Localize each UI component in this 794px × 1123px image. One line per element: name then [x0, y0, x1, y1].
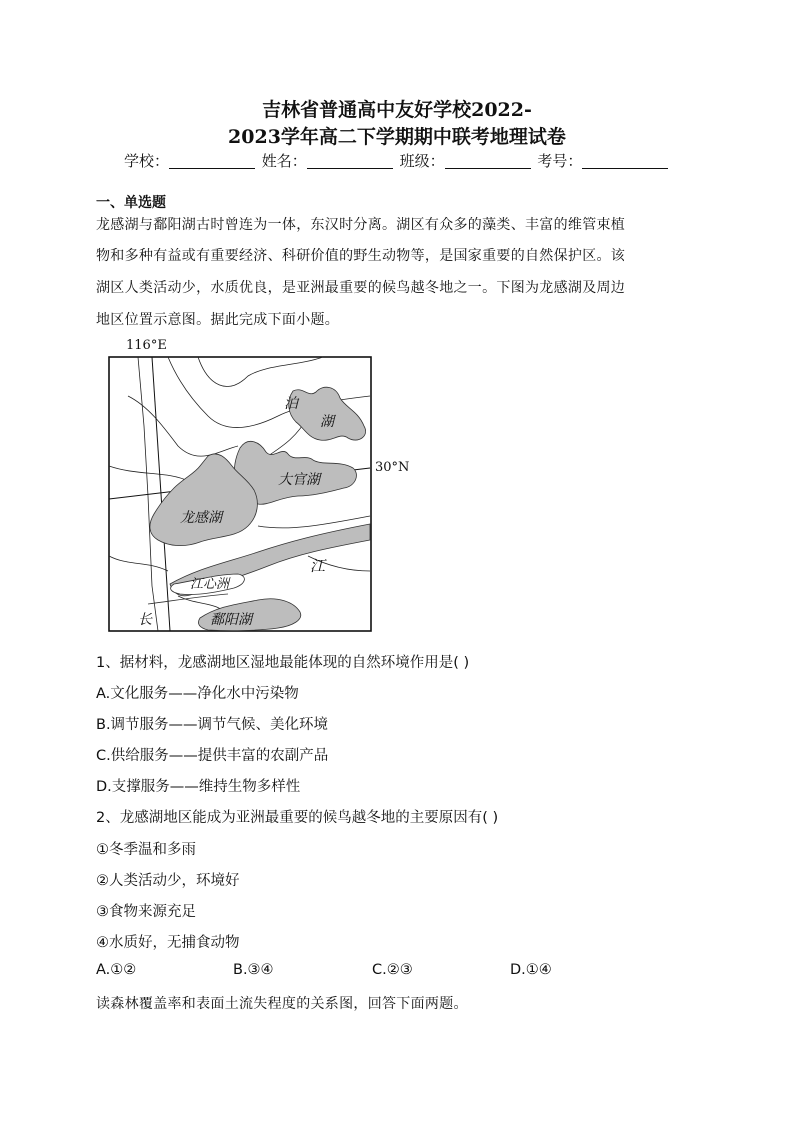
question-1-stem: 1、据材料，龙感湖地区湿地最能体现的自然环境作用是( ) — [96, 655, 470, 671]
location-map — [108, 356, 372, 632]
exam-number-label: 考号： — [537, 152, 583, 170]
map-label-daguanhu: 大官湖 — [278, 472, 320, 488]
question-1-option-d[interactable]: D.支撑服务——维持生物多样性 — [96, 779, 301, 795]
map-label-longganhu: 龙感湖 — [180, 510, 222, 526]
map-label-hu: 湖 — [320, 414, 334, 430]
question-2-stem: 2、龙感湖地区能成为亚洲最重要的候鸟越冬地的主要原因有( ) — [96, 810, 499, 826]
map-label-bo: 泊 — [284, 396, 298, 412]
passage-line-3: 湖区人类活动少，水质优良，是亚洲最重要的候鸟越冬地之一。下图为龙感湖及周边 — [96, 280, 626, 296]
map-label-chang: 长 — [138, 612, 152, 628]
question-1-option-c[interactable]: C.供给服务——提供丰富的农副产品 — [96, 748, 329, 764]
class-field[interactable] — [445, 154, 531, 169]
question-2-statement-4: ④水质好，无捕食动物 — [96, 935, 240, 951]
map-label-poyanghu: 鄱阳湖 — [210, 612, 252, 628]
exam-title-line2: 2023学年高二下学期期中联考地理试卷 — [228, 126, 566, 148]
name-label: 姓名： — [261, 152, 307, 170]
class-label: 班级： — [399, 152, 445, 170]
longitude-label: 116°E — [126, 338, 167, 353]
question-2-statement-1: ①冬季温和多雨 — [96, 842, 196, 858]
question-2-option-a[interactable]: A.①② — [96, 962, 137, 978]
school-field[interactable] — [169, 154, 255, 169]
map-figure — [108, 356, 372, 632]
question-2-statement-2: ②人类活动少，环境好 — [96, 873, 240, 889]
student-info-row — [124, 150, 670, 171]
question-2-statement-3: ③食物来源充足 — [96, 904, 196, 920]
passage-line-2: 物和多种有益或有重要经济、科研价值的野生动物等，是国家重要的自然保护区。该 — [96, 248, 626, 264]
latitude-label: 30°N — [375, 460, 410, 475]
question-1-option-b[interactable]: B.调节服务——调节气候、美化环境 — [96, 717, 329, 733]
passage-line-1: 龙感湖与鄱阳湖古时曾连为一体，东汉时分离。湖区有众多的藻类、丰富的维管束植 — [96, 217, 626, 233]
question-2-option-c[interactable]: C.②③ — [372, 962, 413, 978]
passage-line-4: 地区位置示意图。据此完成下面小题。 — [96, 312, 340, 328]
section-title: 一、单选题 — [96, 195, 166, 211]
question-2-option-b[interactable]: B.③④ — [233, 962, 274, 978]
map-label-jiang: 江 — [310, 557, 326, 575]
school-label: 学校： — [124, 152, 170, 170]
exam-number-field[interactable] — [582, 154, 668, 169]
next-section-intro: 读森林覆盖率和表面土流失程度的关系图，回答下面两题。 — [96, 996, 468, 1012]
question-1-option-a[interactable]: A.文化服务——净化水中污染物 — [96, 686, 299, 702]
question-2-option-d[interactable]: D.①④ — [510, 962, 552, 978]
map-label-jiangxinzhou: 江心洲 — [190, 577, 230, 592]
exam-title-line1: 吉林省普通高中友好学校2022- — [262, 99, 532, 121]
name-field[interactable] — [307, 154, 393, 169]
